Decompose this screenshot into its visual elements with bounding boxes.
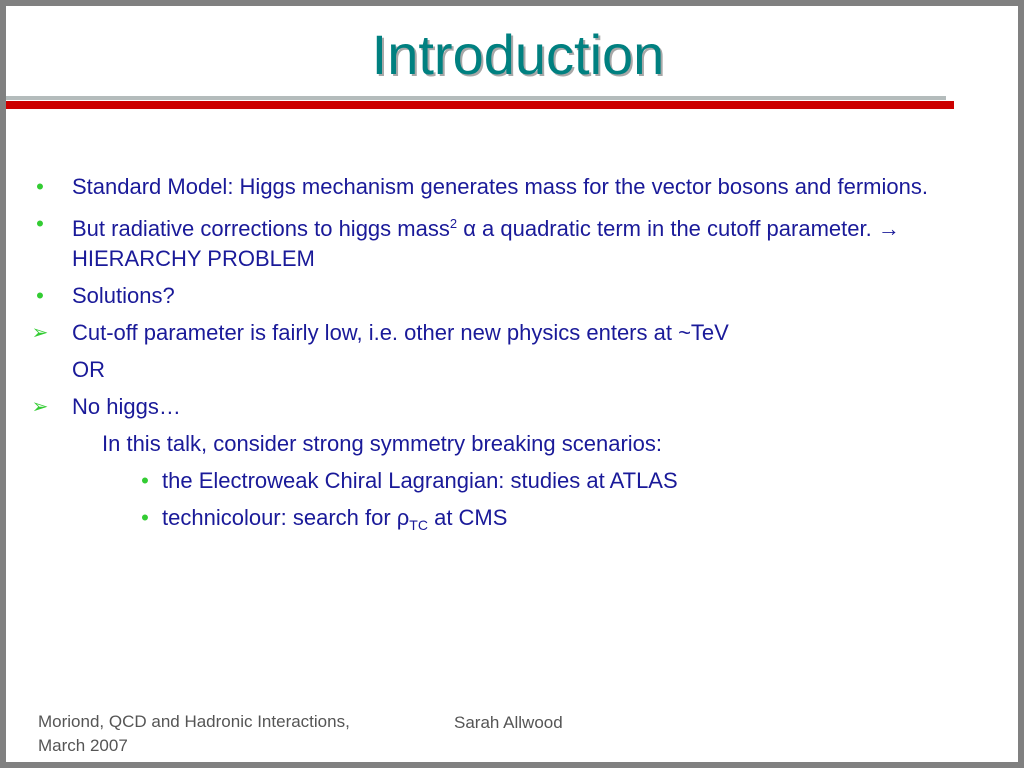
bullet-text: the Electroweak Chiral Lagrangian: studies at ATLAS (162, 468, 678, 493)
bullet-dot-icon: • (36, 211, 44, 236)
superscript: 2 (449, 216, 458, 231)
bullet-dot-icon: • (141, 505, 149, 530)
sub-bullet-item (120, 466, 930, 496)
subscript: TC (409, 517, 428, 533)
bullet-item (30, 392, 930, 422)
footer-event-line1: Moriond, QCD and Hadronic Interactions, (38, 712, 350, 731)
talk-scope-text: In this talk, consider strong symmetry breaking scenarios: (102, 431, 663, 456)
bullet-text-part: But radiative corrections to higgs mass (72, 216, 450, 241)
bullet-dot-icon: • (141, 468, 149, 493)
bullet-text: Standard Model: Higgs mechanism generates mass for the vector bosons and fermions. (72, 174, 928, 199)
bullet-item (30, 318, 930, 348)
or-text: OR (72, 357, 105, 382)
title-rule-grey (6, 96, 946, 100)
title-rule-red (6, 101, 954, 109)
bullet-text: No higgs… (72, 394, 181, 419)
footer-event-line2: March 2007 (38, 736, 128, 755)
bullet-text (162, 505, 508, 533)
arrow-bullet-icon: ➢ (31, 396, 49, 418)
bullet-item (30, 281, 930, 311)
bullet-dot-icon: • (36, 283, 44, 308)
bullet-item (30, 209, 930, 274)
bullet-text-part: at CMS (427, 505, 508, 530)
slide-title: Introduction (371, 23, 665, 86)
bullet-text-part: α a quadratic term in the cutoff parameter. → HIERARCHY PROBLEM (72, 216, 900, 271)
bullet-text-part: technicolour: search for ρ (162, 505, 410, 530)
bullet-dot-icon: • (36, 174, 44, 199)
bullet-text: Solutions? (72, 283, 175, 308)
bullet-text: Cut-off parameter is fairly low, i.e. other new physics enters at ~TeV (72, 320, 729, 345)
bullet-text (72, 216, 900, 271)
footer-author: Sarah Allwood (454, 713, 563, 732)
sub-bullet-item (120, 503, 930, 540)
slide-body (30, 172, 930, 547)
arrow-bullet-icon: ➢ (31, 322, 49, 344)
bullet-item (30, 172, 930, 202)
footer-event (38, 710, 418, 758)
